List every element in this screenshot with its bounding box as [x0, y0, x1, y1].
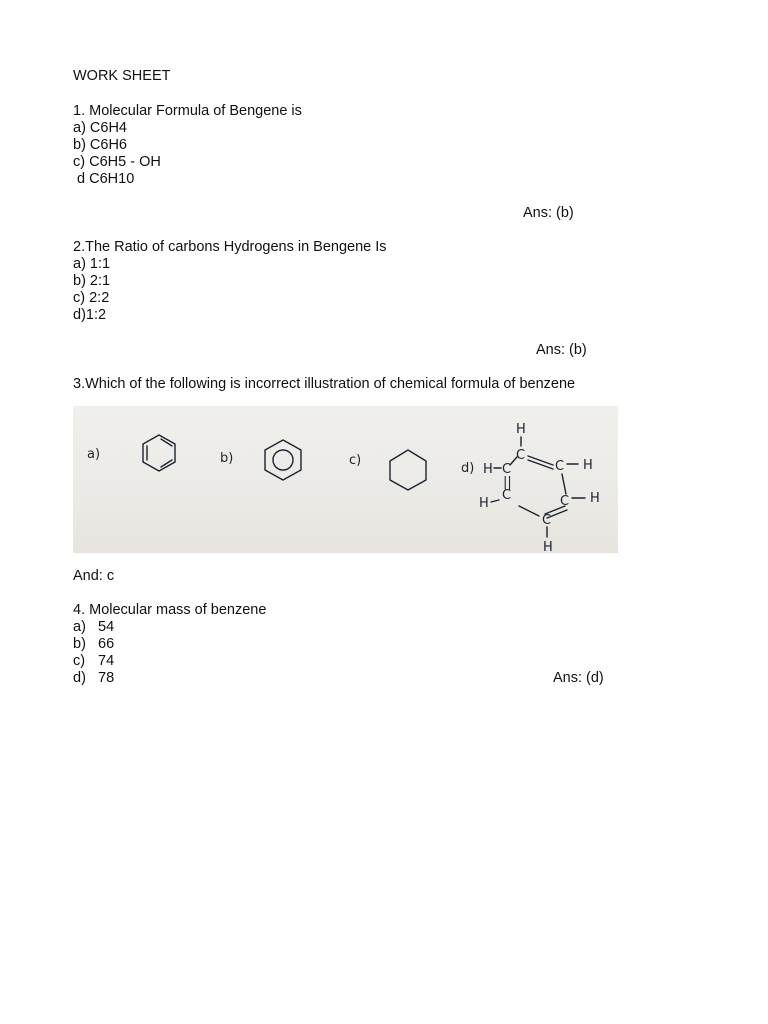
- svg-text:H: H: [583, 458, 593, 473]
- q1-option-d: d C6H10: [73, 171, 135, 187]
- q1-answer: Ans: (b): [523, 205, 574, 221]
- q4-option-a-value: 54: [98, 619, 115, 635]
- figure-label-c: c): [349, 453, 362, 468]
- structure-c-plain-hexagon: [390, 450, 426, 490]
- benzene-structures-photo: [73, 406, 618, 553]
- q4-option-c-letter: c): [73, 653, 86, 669]
- q3-answer: And: c: [73, 568, 115, 584]
- q2-option-c: c) 2:2: [73, 290, 110, 306]
- q2-answer: Ans: (b): [536, 342, 587, 358]
- svg-text:H: H: [479, 496, 489, 511]
- svg-text:C: C: [502, 462, 512, 477]
- svg-text:H: H: [590, 491, 600, 506]
- svg-text:C: C: [555, 459, 565, 474]
- svg-text:C: C: [516, 448, 526, 463]
- figure-label-b: b): [220, 451, 234, 466]
- q1-question: 1. Molecular Formula of Bengene is: [73, 103, 302, 119]
- structure-a-hexagon: [143, 435, 175, 471]
- q2-option-b: b) 2:1: [73, 273, 111, 289]
- svg-text:C: C: [542, 513, 552, 528]
- q1-option-c: c) C6H5 - OH: [73, 154, 161, 170]
- q4-answer: Ans: (d): [553, 670, 604, 686]
- q2-question: 2.The Ratio of carbons Hydrogens in Bengene Is: [73, 239, 387, 255]
- structure-d-kekule: [479, 422, 600, 553]
- q4-option-b-value: 66: [98, 636, 115, 652]
- q4-option-d-letter: d): [73, 670, 86, 686]
- q4-option-a-letter: a): [73, 619, 86, 635]
- q3-question: 3.Which of the following is incorrect illustration of chemical formula of benzene: [73, 376, 576, 392]
- worksheet-title: WORK SHEET: [73, 68, 171, 84]
- handwritten-structures: [73, 406, 618, 553]
- q1-option-a: a) C6H4: [73, 120, 127, 136]
- q4-option-b-letter: b): [73, 636, 86, 652]
- q4-option-c-value: 74: [98, 653, 115, 669]
- svg-text:||: ||: [503, 475, 512, 490]
- svg-text:H: H: [543, 540, 553, 553]
- structure-b-hexagon-circle: [265, 440, 301, 480]
- svg-text:H: H: [516, 422, 526, 437]
- q2-option-d: d)1:2: [73, 307, 107, 323]
- svg-text:C: C: [560, 494, 570, 509]
- q1-option-b: b) C6H6: [73, 137, 127, 153]
- q2-option-a: a) 1:1: [73, 256, 111, 272]
- figure-label-d: d): [461, 461, 475, 476]
- q4-question: 4. Molecular mass of benzene: [73, 602, 267, 618]
- svg-text:H: H: [483, 462, 493, 477]
- figure-label-a: a): [87, 447, 101, 462]
- q4-option-d-value: 78: [98, 670, 115, 686]
- svg-text:C: C: [502, 488, 512, 503]
